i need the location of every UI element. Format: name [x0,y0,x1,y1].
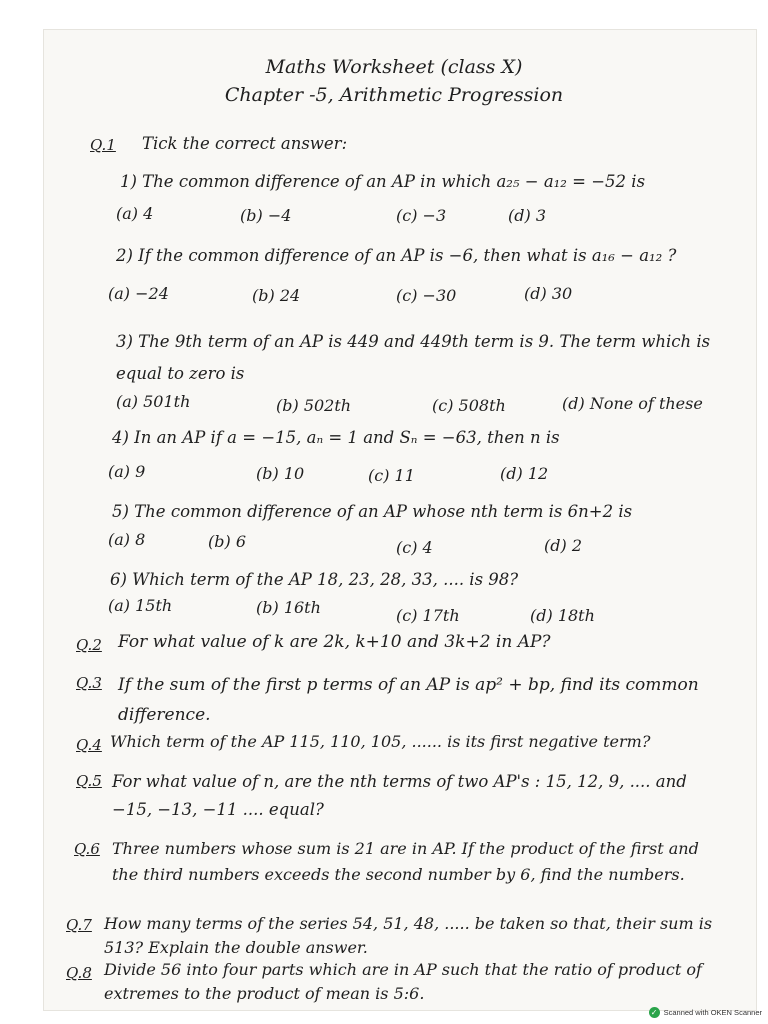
q1-item-3-text: 3) The 9th term of an AP is 449 and 449th term is 9. The term which is equal to zero is [116,332,711,383]
q1-item-3-option-a: (a) 501th [116,392,191,411]
q1-item-1-option-a: (a) 4 [116,204,154,223]
q3-text: If the sum of the first p terms of an AP is ap² + bp, find its common difference. [118,675,699,725]
q7-number: Q.7 [66,916,92,934]
q1-number: Q.1 [90,136,116,154]
worksheet-title: Maths Worksheet (class X) [265,56,523,78]
q1-item-6-option-b: (b) 16th [256,598,321,617]
q2-number: Q.2 [76,636,102,654]
q4-text: Which term of the AP 115, 110, 105, ...... is its first negative term? [110,732,651,751]
q1-instruction: Tick the correct answer: [142,134,348,153]
q1-item-1-option-c: (c) −3 [396,206,447,225]
q1-item-4-option-c: (c) 11 [368,466,415,485]
q1-item-4-option-a: (a) 9 [108,462,146,481]
q1-item-6-text: 6) Which term of the AP 18, 23, 28, 33, .... is 98? [110,570,519,589]
q1-item-4-option-b: (b) 10 [256,464,305,483]
q1-item-5-option-c: (c) 4 [396,538,433,557]
q1-item-2-option-a: (a) −24 [108,284,169,303]
q8-text: Divide 56 into four parts which are in AP such that the ratio of product of extremes to the product of mean is 5:6. [104,960,702,1003]
q1-item-6-option-d: (d) 18th [530,606,595,625]
q1-item-2-option-b: (b) 24 [252,286,301,305]
q3-number: Q.3 [76,674,102,692]
q1-item-1-option-b: (b) −4 [240,206,292,225]
q1-item-3-option-b: (b) 502th [276,396,352,415]
q1-item-4-text: 4) In an AP if a = −15, aₙ = 1 and Sₙ = −63, then n is [112,428,560,447]
q1-item-3-option-d: (d) None of these [562,394,703,413]
q1-item-3-option-c: (c) 508th [432,396,506,415]
q1-item-2-option-d: (d) 30 [524,284,573,303]
q1-item-5-option-a: (a) 8 [108,530,146,549]
q5-number: Q.5 [76,772,102,790]
q1-item-2-text: 2) If the common difference of an AP is −6, then what is a₁₆ − a₁₂ ? [116,246,677,265]
q1-item-1-option-d: (d) 3 [508,206,546,225]
q6-number: Q.6 [74,840,100,858]
q1-item-1-text: 1) The common difference of an AP in which a₂₅ − a₁₂ = −52 is [120,172,646,191]
q7-text: How many terms of the series 54, 51, 48, ..... be taken so that, their sum is 513? Explain the double answer. [104,914,713,957]
scanner-label: Scanned with OKEN Scanner [663,1008,762,1017]
top-strip [0,0,768,30]
q1-item-5-text: 5) The common difference of an AP whose nth term is 6n+2 is [112,502,633,521]
q5-text: For what value of n, are the nth terms of two AP's : 15, 12, 9, .... and −15, −13, −11 .... equal? [112,772,687,819]
q6-text: Three numbers whose sum is 21 are in AP. If the product of the first and the third numbers exceeds the second number by 6, find the numbers. [112,839,699,884]
q1-item-2-option-c: (c) −30 [396,286,457,305]
scanner-watermark [649,1007,762,1018]
scanner-logo-icon: ✓ [649,1007,660,1018]
q8-number: Q.8 [66,964,92,982]
q1-item-5-option-b: (b) 6 [208,532,246,551]
q4-number: Q.4 [76,736,102,754]
chapter-subtitle: Chapter -5, Arithmetic Progression [224,84,564,106]
q1-item-4-option-d: (d) 12 [500,464,549,483]
q1-item-6-option-c: (c) 17th [396,606,460,625]
q1-item-5-option-d: (d) 2 [544,536,582,555]
q1-item-6-option-a: (a) 15th [108,596,173,615]
q2-text: For what value of k are 2k, k+10 and 3k+2 in AP? [118,632,551,652]
